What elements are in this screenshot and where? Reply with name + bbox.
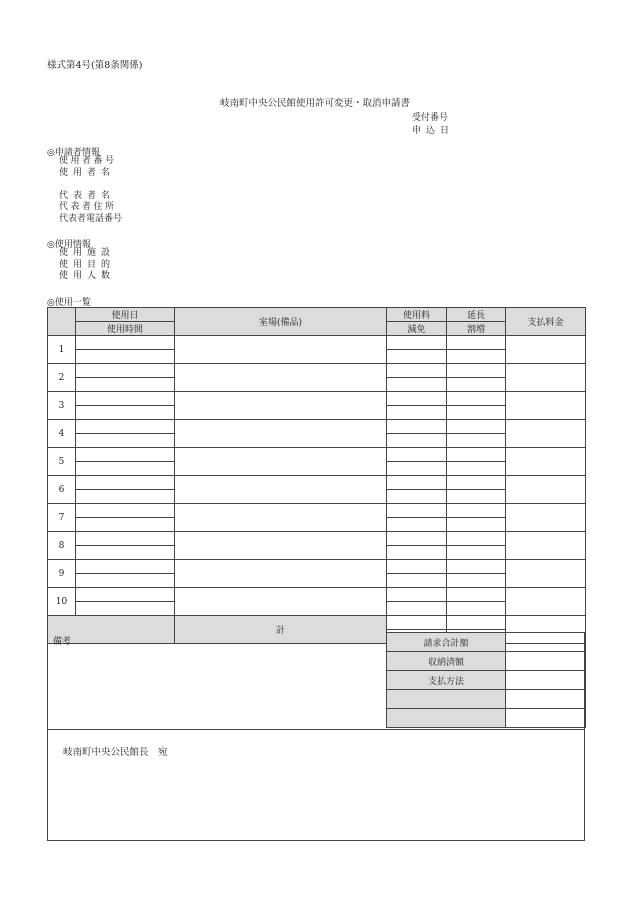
received-value[interactable] [506,652,586,671]
payment-cell[interactable] [506,392,586,420]
usage-heading: ◎使用情報 [47,240,91,250]
form-number: 様式第4号(第8条関係) [47,60,143,71]
row-number: 4 [48,420,76,448]
extend-cell[interactable] [447,476,506,490]
surcharge-header: 割増 [447,322,506,336]
notes-label: 備考 [53,637,72,647]
exempt-cell[interactable] [387,546,447,560]
people-label: 使用人数 [59,271,116,281]
fee-cell[interactable] [387,504,447,518]
room-cell[interactable] [175,588,387,616]
exempt-cell[interactable] [387,462,447,476]
room-cell[interactable] [175,476,387,504]
room-cell[interactable] [175,392,387,420]
extend-cell[interactable] [447,392,506,406]
pay-method-label: 支払方法 [387,671,506,690]
room-cell[interactable] [175,560,387,588]
reception-number-label: 受付番号 [412,113,449,123]
payment-cell[interactable] [506,504,586,532]
table-row [48,364,586,378]
row-number: 1 [48,336,76,364]
payment-cell[interactable] [506,588,586,616]
summary-table [386,632,586,728]
facility-label: 使用施設 [59,248,116,258]
fee-cell[interactable] [387,448,447,462]
time-cell[interactable] [76,574,175,588]
fee-cell[interactable] [387,532,447,546]
summary-value-4[interactable] [506,690,586,709]
fee-cell[interactable] [387,364,447,378]
summary-blank-1 [387,690,506,709]
surcharge-cell[interactable] [447,462,506,476]
exempt-cell[interactable] [387,574,447,588]
payment-cell[interactable] [506,420,586,448]
time-cell[interactable] [76,518,175,532]
payment-cell[interactable] [506,532,586,560]
time-cell[interactable] [76,434,175,448]
date-cell[interactable] [76,532,175,546]
fee-cell[interactable] [387,336,447,350]
total-fee[interactable] [387,616,447,630]
exempt-cell[interactable] [387,602,447,616]
date-cell[interactable] [76,504,175,518]
date-cell[interactable] [76,336,175,350]
time-cell[interactable] [76,406,175,420]
extend-cell[interactable] [447,420,506,434]
table-row [48,448,586,462]
surcharge-cell[interactable] [447,490,506,504]
received-label: 収納済額 [387,652,506,671]
payment-header: 支払料金 [506,308,586,336]
fee-cell[interactable] [387,420,447,434]
extend-cell[interactable] [447,588,506,602]
pay-method-value[interactable] [506,671,586,690]
fee-cell[interactable] [387,476,447,490]
surcharge-cell[interactable] [447,602,506,616]
row-number: 3 [48,392,76,420]
surcharge-cell[interactable] [447,518,506,532]
date-cell[interactable] [76,448,175,462]
fee-cell[interactable] [387,588,447,602]
room-cell[interactable] [175,448,387,476]
list-heading: ◎使用一覧 [47,298,91,308]
application-date-label: 申込日 [412,126,455,136]
surcharge-cell[interactable] [447,434,506,448]
fee-cell[interactable] [387,560,447,574]
room-cell[interactable] [175,420,387,448]
extend-cell[interactable] [447,448,506,462]
rep-phone-label: 代表者電話番号 [59,214,123,224]
extend-cell[interactable] [447,364,506,378]
table-row [48,476,586,490]
extend-cell[interactable] [447,336,506,350]
purpose-label: 使用目的 [59,260,116,270]
rep-address-label: 代表者住所 [59,202,117,212]
fee-cell[interactable] [387,392,447,406]
user-number-label: 使用者番号 [59,156,117,166]
date-cell[interactable] [76,588,175,602]
extend-cell[interactable] [447,504,506,518]
addressee-box [47,730,585,841]
exempt-cell[interactable] [387,518,447,532]
exempt-cell[interactable] [387,350,447,364]
extend-cell[interactable] [447,560,506,574]
time-cell[interactable] [76,546,175,560]
table-row [48,420,586,434]
payment-cell[interactable] [506,476,586,504]
table-row [48,588,586,602]
total-label: 計 [175,616,387,644]
exempt-header: 減免 [387,322,447,336]
usage-table [47,307,586,644]
surcharge-cell[interactable] [447,378,506,392]
billed-total-label: 請求合計額 [387,633,506,652]
surcharge-cell[interactable] [447,546,506,560]
date-cell[interactable] [76,560,175,574]
exempt-cell[interactable] [387,378,447,392]
exempt-cell[interactable] [387,434,447,448]
row-number-header [48,308,76,336]
date-cell[interactable] [76,364,175,378]
row-number: 6 [48,476,76,504]
summary-blank-2 [387,709,506,728]
time-cell[interactable] [76,378,175,392]
date-cell[interactable] [76,392,175,406]
date-cell[interactable] [76,476,175,490]
row-number: 2 [48,364,76,392]
room-cell[interactable] [175,364,387,392]
time-header: 使用時間 [76,322,175,336]
user-name-label: 使用者名 [59,168,116,178]
fee-header: 使用料 [387,308,447,322]
time-cell[interactable] [76,602,175,616]
document-title: 岐南町中央公民館使用許可変更・取消申請書 [219,98,410,109]
table-row [48,336,586,350]
table-row [48,560,586,574]
date-cell[interactable] [76,420,175,434]
row-number: 7 [48,504,76,532]
billed-total-value[interactable] [506,633,586,652]
room-cell[interactable] [175,532,387,560]
row-number: 5 [48,448,76,476]
surcharge-cell[interactable] [447,406,506,420]
payment-cell[interactable] [506,364,586,392]
time-cell[interactable] [76,462,175,476]
exempt-cell[interactable] [387,406,447,420]
time-cell[interactable] [76,490,175,504]
exempt-cell[interactable] [387,490,447,504]
payment-cell[interactable] [506,560,586,588]
extend-cell[interactable] [447,532,506,546]
total-extend[interactable] [447,616,506,630]
time-cell[interactable] [76,350,175,364]
table-row [48,504,586,518]
surcharge-cell[interactable] [447,574,506,588]
table-row [48,392,586,406]
row-number: 8 [48,532,76,560]
surcharge-cell[interactable] [447,350,506,364]
row-number: 10 [48,588,76,616]
extend-header: 延長 [447,308,506,322]
row-number: 9 [48,560,76,588]
table-row [48,532,586,546]
applicant-heading: ◎申請者情報 [47,148,100,158]
room-header: 室場(備品) [175,308,387,336]
payment-cell[interactable] [506,336,586,364]
room-cell[interactable] [175,504,387,532]
rep-name-label: 代表者名 [59,191,116,201]
date-header: 使用日 [76,308,175,322]
summary-value-5[interactable] [506,709,586,728]
addressee: 岐南町中央公民館長 宛 [63,747,168,758]
payment-cell[interactable] [506,448,586,476]
room-cell[interactable] [175,336,387,364]
